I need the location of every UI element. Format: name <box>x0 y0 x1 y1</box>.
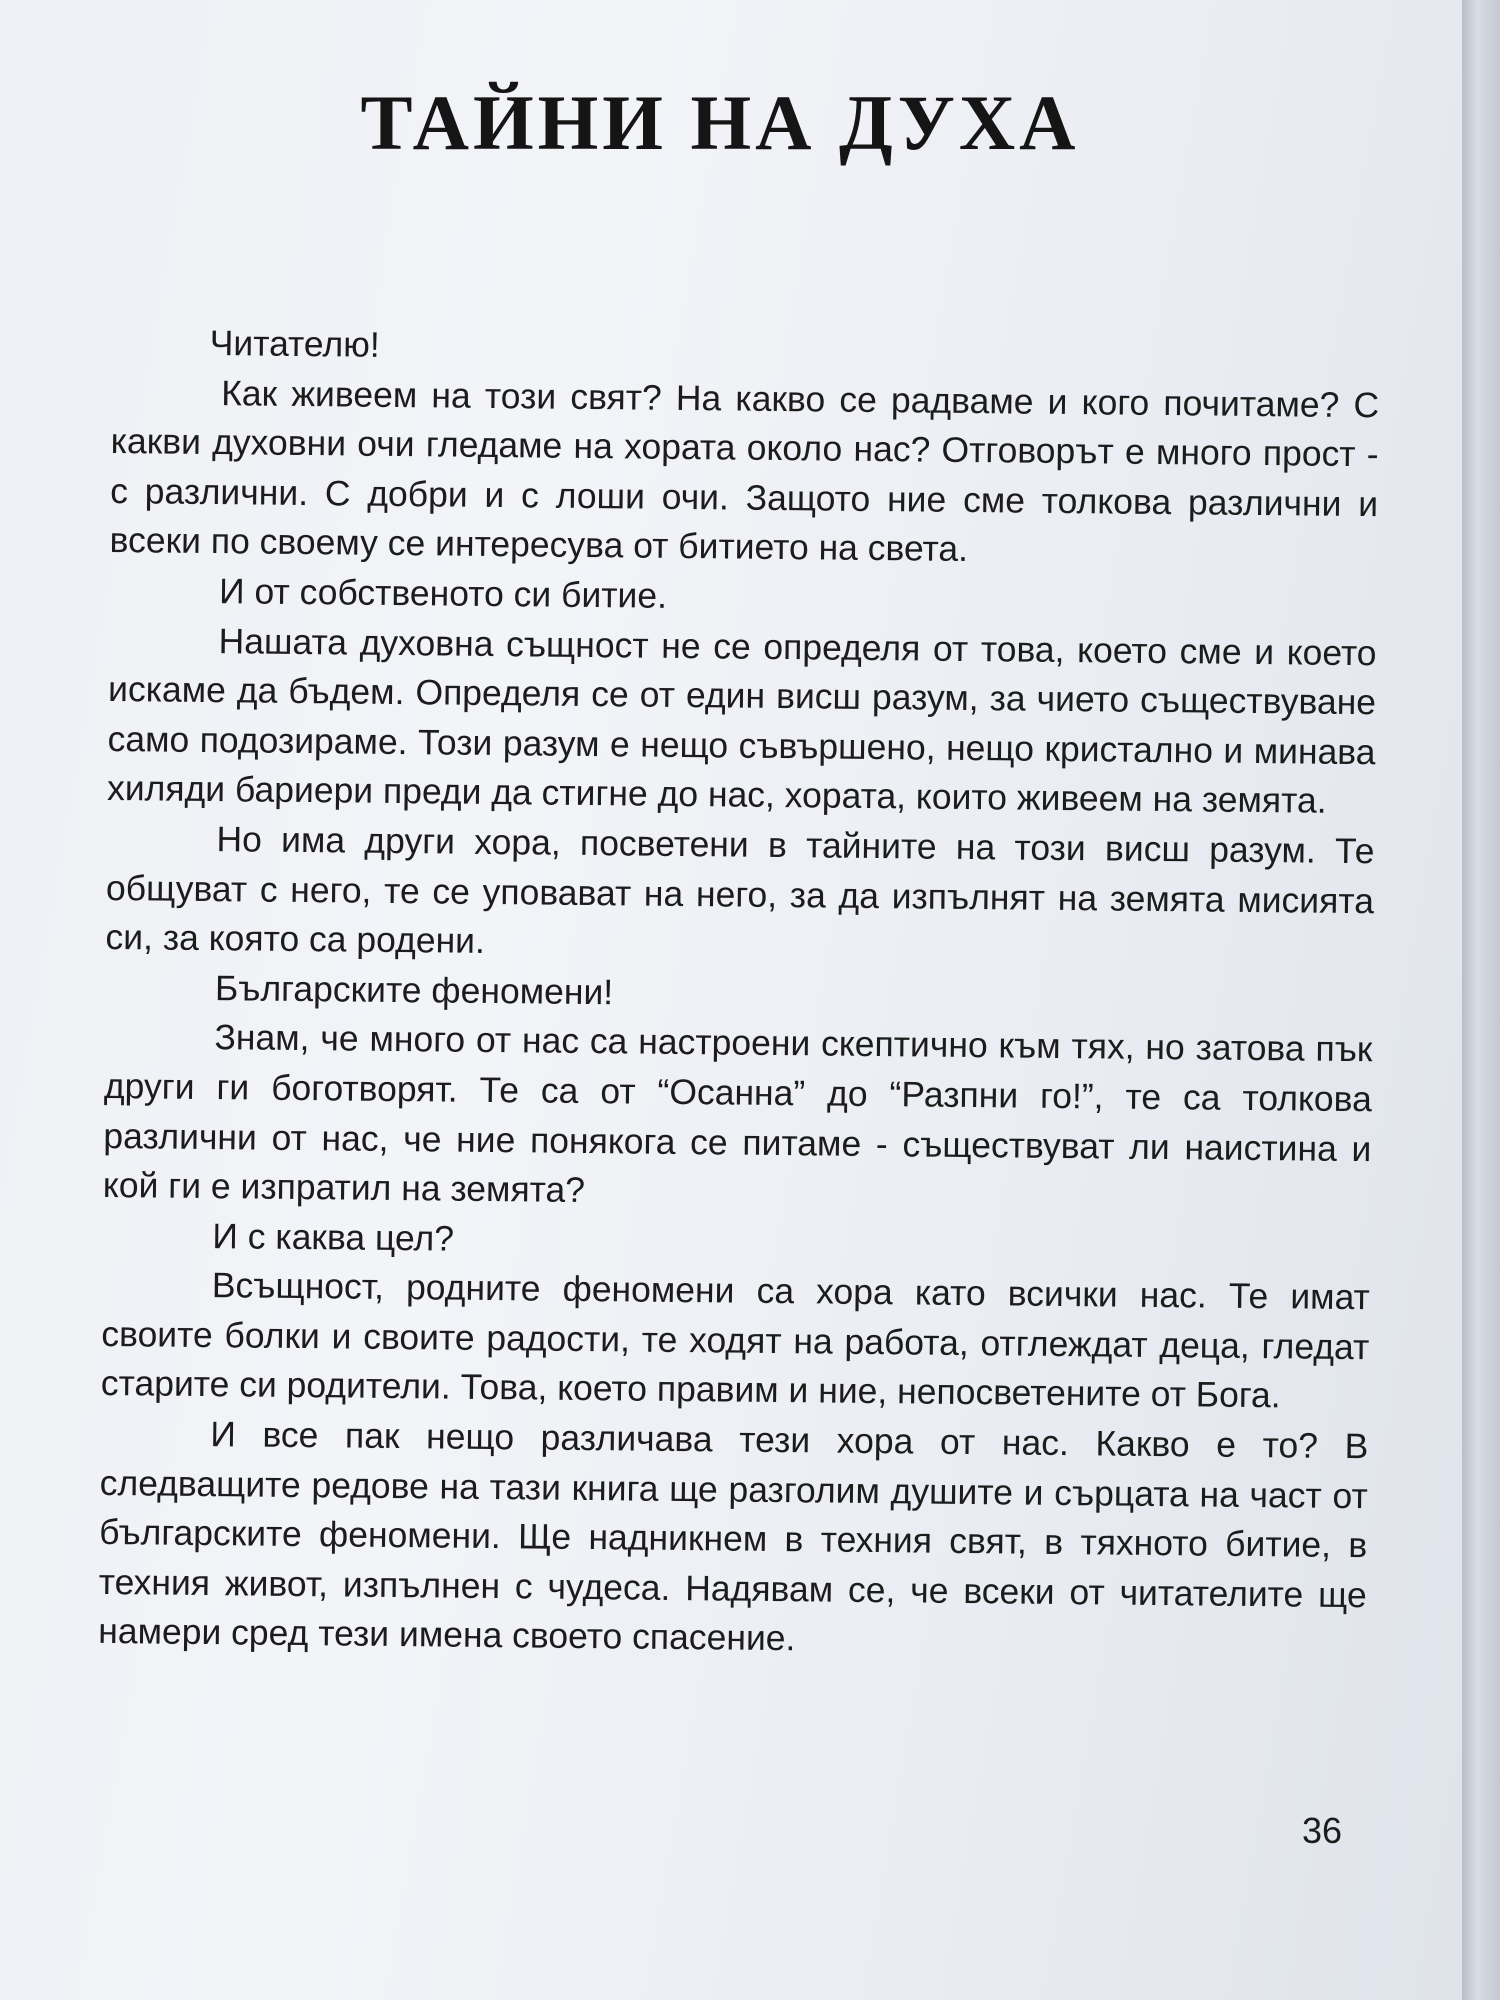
paragraph: Българските феномени! <box>214 967 614 1013</box>
paragraph: Как живеем на този свят? На какво се радваме и кого почитаме? С какви духовни очи гледаме на хората около нас? Отговорът е много прост - с различни. С добри и с лоши очи. Защото ние сме толкова различни и всеки по своему се интересува от битието на света. <box>109 372 1380 570</box>
paragraph: Знам, че много от нас са настроени скептично към тях, но затова пък други ги боготворят. Те са от “Осанна” до “Разпни го!”, те са толкова различни от нас, че ние понякога се питаме - съществуват ли наистина и кой ги е изпратил на земята? <box>102 1017 1373 1211</box>
page-title: ТАЙНИ НА ДУХА <box>360 79 1080 166</box>
page-number: 36 <box>1301 1810 1342 1851</box>
body-text <box>98 318 1380 1670</box>
paragraph-greeting: Читателю! <box>209 323 380 365</box>
paragraph: И с каква цел? <box>212 1215 455 1259</box>
paragraph: Нашата духовна същност не се определя от това, което сме и което искаме да бъдем. Определя се от един висш разум, за чието съществуване само подозираме. Този разум е нещо съвършено, нещо кристално и минава хиляди бариери преди да стигне до нас, хората, които живеем на земята. <box>106 620 1377 822</box>
page-edge <box>1462 0 1500 2000</box>
paragraph: И от собственото си битие. <box>218 571 668 616</box>
paragraph: Всъщност, родните феномени са хора като всички нас. Те имат своите болки и своите радости, те ходят на работа, отглеждат деца, гледат старите си родители. Това, което правим и ние, непосветените от Бога. <box>100 1265 1371 1416</box>
paragraph: Но има други хора, посветени в тайните на този висш разум. Те общуват с него, те се уповават на него, за да изпълнят на земята мисията си, за която са родени. <box>105 819 1375 962</box>
paragraph: И все пак нещо различава тези хора от нас. Какво е то? В следващите редове на тази книга ще разголим душите и сърцата на част от българските феномени. Ще надникнем в техния свят, в тяхното битие, в техния живот, изпълнен с чудеса. Надявам се, че всеки от читателите ще намери сред тези имена своето спасение. <box>98 1414 1369 1659</box>
